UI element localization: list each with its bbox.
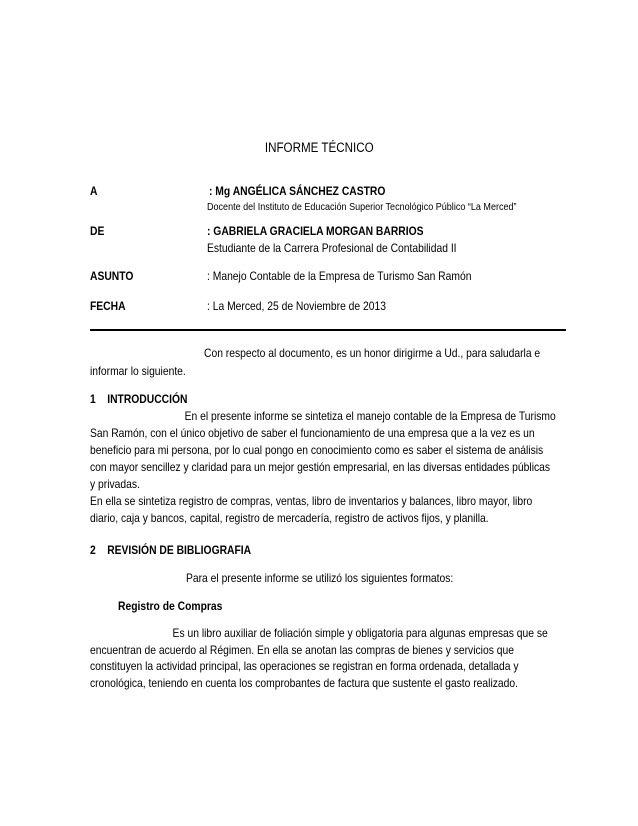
section-1-line: En ella se sintetiza registro de compras, ventas, libro de inventarios y balances, libro mayor, libro [90, 494, 533, 508]
section-1-body [90, 408, 566, 527]
divider-line [90, 329, 566, 331]
date-value: : La Merced, 25 de Noviembre de 2013 [207, 299, 386, 313]
section-2-line: Es un libro auxiliar de foliación simple y obligatoria para algunas empresas que se [172, 626, 548, 640]
to-role: Docente del Instituto de Educación Superior Tecnológico Público “La Merced” [207, 201, 517, 213]
subject-value: : Manejo Contable de la Empresa de Turismo San Ramón [207, 269, 472, 283]
section-2-line: encuentran de acuerdo al Régimen. En ella se anotan las compras de bienes y servicios que [90, 642, 514, 657]
greeting-line-1: Con respecto al documento, es un honor dirigirme a Ud., para saludarla e [204, 346, 541, 360]
subsection-heading: Registro de Compras [118, 599, 223, 613]
section-2-body [90, 625, 566, 691]
document-title: INFORME TÉCNICO [264, 140, 374, 155]
section-2-heading: 2 REVISIÓN DE BIBLIOGRAFIA [90, 543, 252, 557]
from-label: DE [90, 224, 105, 238]
section-1-line: con mayor sencillez y claridad para un mejor gestión empresarial, en las diversas entidades públicas [90, 460, 551, 474]
section-1-line: San Ramón, con el único objetivo de saber el funcionamiento de una empresa que a la vez es un [90, 426, 535, 440]
section-2-line: cronológica, teniendo en cuenta los comprobantes de factura que sustente el gasto realizado. [90, 675, 518, 690]
from-name: : GABRIELA GRACIELA MORGAN BARRIOS [207, 224, 424, 238]
from-role: Estudiante de la Carrera Profesional de Contabilidad II [207, 241, 457, 255]
greeting-line-2: informar lo siguiente. [90, 364, 186, 378]
section-1-heading: 1 INTRODUCCIÓN [90, 392, 188, 406]
section-1-line: beneficio para mi persona, por lo cual pongo en conocimiento como es saber el sistema de análisis [90, 443, 544, 457]
date-label: FECHA [90, 299, 126, 313]
subject-label: ASUNTO [90, 269, 134, 283]
section-1-line: diario, caja y bancos, capital, registro de mercadería, registro de activos fijos, y planilla. [90, 511, 489, 525]
section-1-line: y privadas. [90, 477, 140, 491]
section-2-line: constituyen la actividad principal, las operaciones se registran en forma ordenada, detallada y [90, 659, 519, 673]
section-1-line: En el presente informe se sintetiza el manejo contable de la Empresa de Turismo [184, 409, 556, 423]
to-label: A [90, 184, 98, 198]
to-name: : Mg ANGÉLICA SÁNCHEZ CASTRO [209, 184, 386, 198]
section-2-intro: Para el presente informe se utilizó los siguientes formatos: [186, 571, 454, 585]
